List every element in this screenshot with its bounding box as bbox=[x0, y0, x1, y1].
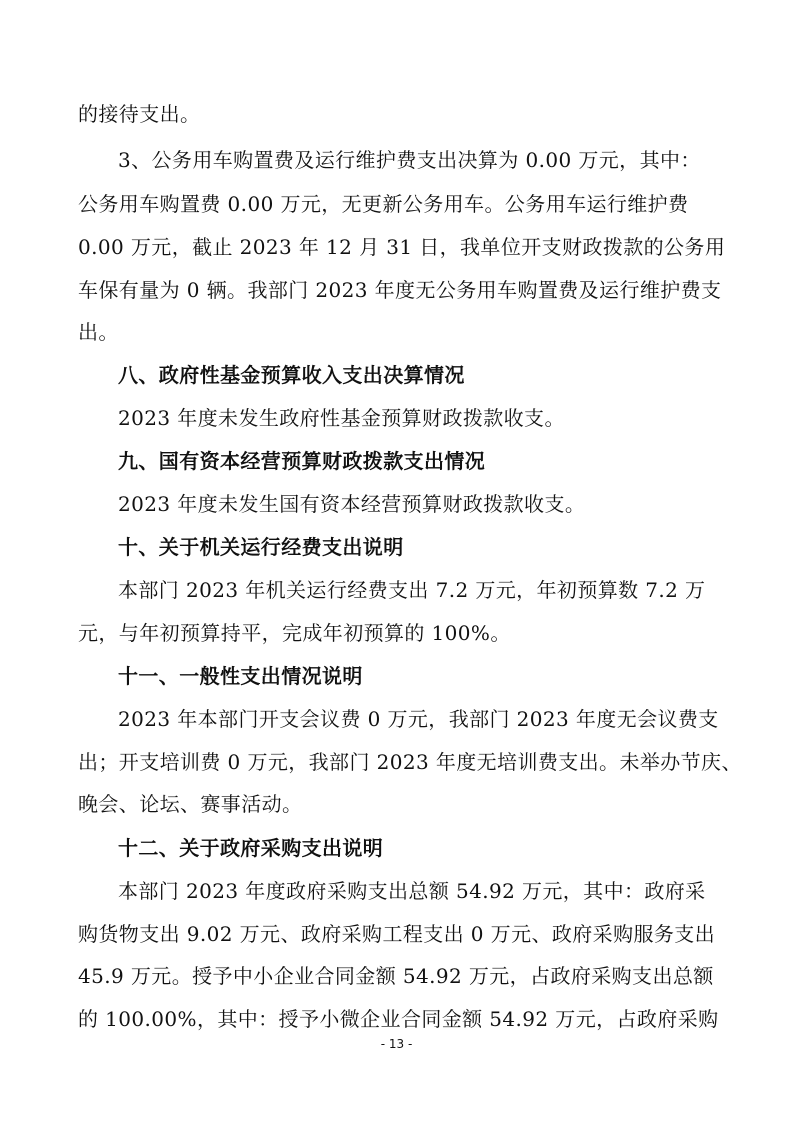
paragraph-line: 3、公务用车购置费及运行维护费支出决算为 0.00 万元，其中： bbox=[118, 148, 701, 172]
paragraph-line: 元，与年初预算持平，完成年初预算的 100%。 bbox=[78, 621, 511, 645]
page-number: - 13 - bbox=[380, 1037, 413, 1051]
paragraph-line: 本部门 2023 年度政府采购支出总额 54.92 万元，其中：政府采 bbox=[118, 879, 706, 903]
section-heading-11: 十一、一般性支出情况说明 bbox=[118, 664, 363, 688]
paragraph-line: 出；开支培训费 0 万元，我部门 2023 年度无培训费支出。未举办节庆、 bbox=[78, 750, 742, 774]
paragraph-line: 的接待支出。 bbox=[78, 102, 201, 126]
paragraph-line: 公务用车购置费 0.00 万元，无更新公务用车。公务用车运行维护费 bbox=[78, 192, 689, 216]
paragraph-line: 2023 年度未发生国有资本经营预算财政拨款收支。 bbox=[118, 492, 586, 516]
paragraph-line: 晚会、论坛、赛事活动。 bbox=[78, 792, 303, 816]
paragraph-line: 的 100.00%，其中：授予小微企业合同金额 54.92 万元，占政府采购 bbox=[78, 1007, 719, 1031]
paragraph-line: 2023 年度未发生政府性基金预算财政拨款收支。 bbox=[118, 406, 565, 430]
paragraph-line: 购货物支出 9.02 万元、政府采购工程支出 0 万元、政府采购服务支出 bbox=[78, 922, 716, 946]
paragraph-line: 车保有量为 0 辆。我部门 2023 年度无公务用车购置费及运行维护费支 bbox=[78, 278, 722, 302]
paragraph-line: 本部门 2023 年机关运行经费支出 7.2 万元，年初预算数 7.2 万 bbox=[118, 578, 706, 602]
section-heading-10: 十、关于机关运行经费支出说明 bbox=[118, 535, 404, 559]
section-heading-8: 八、政府性基金预算收入支出决算情况 bbox=[118, 363, 465, 387]
section-heading-9: 九、国有资本经营预算财政拨款支出情况 bbox=[118, 449, 486, 473]
paragraph-line: 45.9 万元。授予中小企业合同金额 54.92 万元，占政府采购支出总额 bbox=[78, 964, 714, 988]
paragraph-line: 出。 bbox=[78, 320, 119, 344]
section-heading-12: 十二、关于政府采购支出说明 bbox=[118, 836, 384, 860]
paragraph-line: 0.00 万元，截止 2023 年 12 月 31 日，我单位开支财政拨款的公务用 bbox=[78, 235, 726, 259]
paragraph-line: 2023 年本部门开支会议费 0 万元，我部门 2023 年度无会议费支 bbox=[118, 707, 719, 731]
